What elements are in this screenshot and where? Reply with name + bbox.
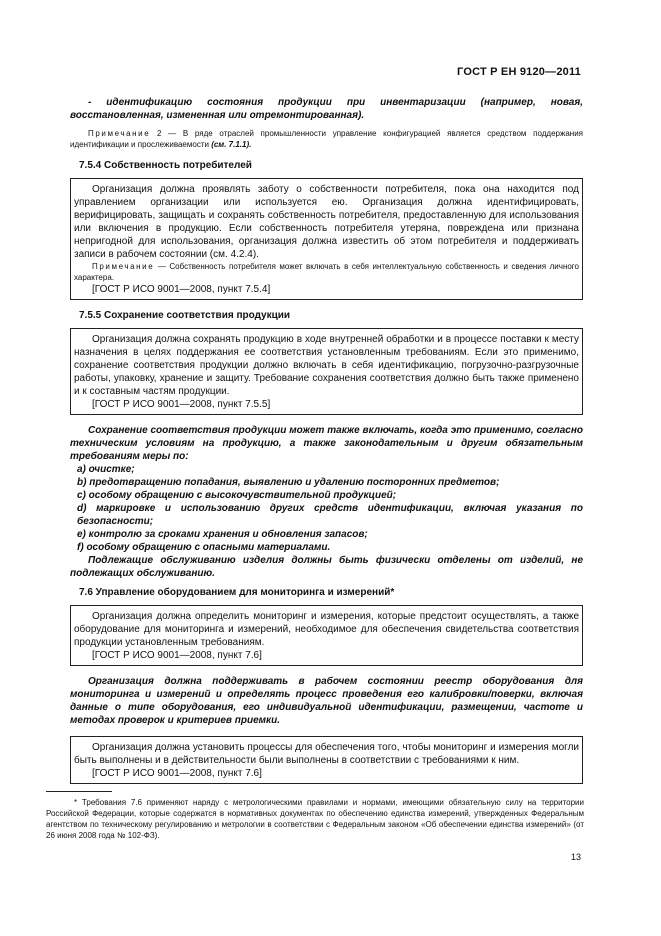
section-7-5-5-heading: 7.5.5 Сохранение соответствия продукции — [79, 310, 291, 321]
document-id-header: ГОСТ Р ЕН 9120—2011 — [457, 66, 581, 78]
section-7-6-quote-box-1 — [70, 605, 583, 666]
list-item: d) маркировке и использованию других средств идентификации, включая указания по безопасности; — [77, 503, 583, 527]
note-label: Примечание — [88, 129, 151, 138]
customer-property-note — [74, 261, 579, 283]
iso-reference: [ГОСТ Р ИСО 9001—2008, пункт 7.5.4] — [92, 284, 271, 295]
preservation-measures-list — [70, 463, 583, 554]
section-7-5-4-quote-box — [70, 178, 583, 300]
footnote-divider — [46, 791, 112, 792]
section-7-6-quote-box-2 — [70, 736, 583, 784]
equipment-register-text: Организация должна поддерживать в рабочем состоянии реестр оборудования для мониторинга и измерений и определять процесс проведения его калибровки/поверки, включая данные о типе оборудования, его индивидуальной идентификации, размещении, частоте и методах проверок и критериев приемки. — [70, 676, 583, 726]
section-7-6-heading: 7.6 Управление оборудованием для мониторинга и измерений* — [79, 587, 395, 598]
customer-property-text: Организация должна проявлять заботу о собственности потребителя, пока она находится под управлением организации или используется ею. Организация должна идентифицировать, верифицировать, защищать и сохранять собственность потребителя, предоставленную для использования или включения в продукцию. Если собственность потребителя утеряна, повреждена или признана непригодной для использования, организация должна известить об этом потребителя и поддерживать записи в рабочем состоянии (см. 4.2.4). — [74, 184, 579, 260]
note-text: — Собственность потребителя может включать в себя интеллектуальную собственность и сведения личного характера. — [74, 262, 579, 282]
list-item: b) предотвращению попадания, выявлению и удалению посторонних предметов; — [77, 477, 500, 488]
inventory-identification-item: - идентификацию состояния продукции при инвентаризации (например, новая, восстановленная, измененная или отремонтированная). — [70, 97, 583, 121]
section-7-5-5-quote-box — [70, 328, 583, 415]
preservation-addition: Сохранение соответствия продукции может также включать, когда это применимо, согласно техническим условиям на продукцию, а также законодательным и другим обязательным требованиям меры по: — [70, 425, 583, 462]
list-item: e) контролю за сроками хранения и обновления запасов; — [77, 529, 368, 540]
iso-reference: [ГОСТ Р ИСО 9001—2008, пункт 7.6] — [92, 768, 262, 779]
note-label: Примечание — [92, 262, 155, 271]
page-number: 13 — [570, 852, 581, 862]
note-reference: (см. 7.1.1). — [211, 140, 252, 149]
list-item: f) особому обращению с опасными материалами. — [77, 542, 331, 553]
serviceable-items-text: Подлежащие обслуживанию изделия должны быть физически отделены от изделий, не подлежащих обслуживанию. — [70, 555, 583, 579]
note-text: 2 — В ряде отраслей промышленности управление конфигурацией является средством поддержания идентификации и прослеживаемости — [70, 129, 583, 149]
iso-reference: [ГОСТ Р ИСО 9001—2008, пункт 7.5.5] — [92, 399, 271, 410]
preservation-text: Организация должна сохранять продукцию в ходе внутренней обработки и в процессе поставки к месту назначения в целях поддержания ее соответствия установленным требованиям. Если это применимо, сохранение соответствия продукции должно включать в себя идентификацию, погрузочно-разгрузочные работы, упаковку, хранение и защиту. Требование сохранения соответствия должно быть также применено и к составным частям продукции. — [74, 334, 579, 397]
list-item: a) очистке; — [77, 464, 135, 475]
note-2 — [70, 128, 583, 150]
monitoring-determination-text: Организация должна определить мониторинг и измерения, которые предстоит осуществлять, а также оборудование для мониторинга и измерений, необходимое для обеспечения свидетельства соответствия продукции установленным требованиям. — [74, 611, 579, 648]
section-7-5-4-heading: 7.5.4 Собственность потребителей — [79, 160, 252, 171]
page-content — [70, 96, 583, 793]
list-item: c) особому обращению с высокочувствительной продукцией; — [77, 490, 397, 501]
footnote: * Требования 7.6 применяют наряду с метрологическими правилами и нормами, имеющими обязательную силу на территории Российской Федерации, которые содержатся в нормативных документах по обеспечению единства измерений, утвержденных Федеральным агентством по техническому регулированию и метрологии в соответствии с Федеральным законом «Об обеспечении единства измерений» (от 26 июня 2008 года № 102-ФЗ). — [46, 798, 584, 840]
monitoring-processes-text: Организация должна установить процессы для обеспечения того, чтобы мониторинг и измерения могли быть выполнены и в действительности были выполнены в соответствии с требованиями к ним. — [74, 742, 579, 766]
iso-reference: [ГОСТ Р ИСО 9001—2008, пункт 7.6] — [92, 650, 262, 661]
